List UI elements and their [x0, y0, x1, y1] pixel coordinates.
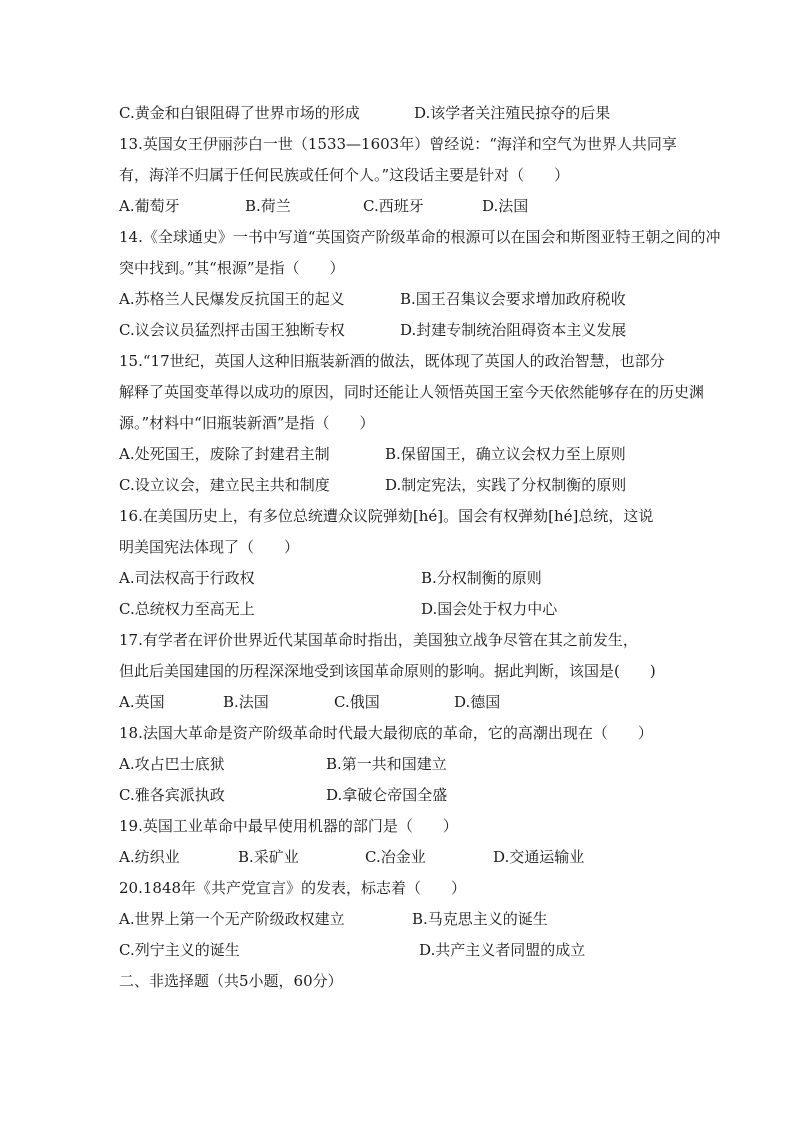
answer-options-line	[119, 564, 679, 595]
answer-option: A.司法权高于行政权	[119, 569, 255, 587]
answer-option: D.封建专制统治阻碍资本主义发展	[400, 321, 627, 339]
answer-option: A.葡萄牙	[119, 197, 180, 215]
question-text-line: 15.“17世纪，英国人这种旧瓶装新酒的做法，既体现了英国人的政治智慧，也部分	[119, 352, 665, 370]
answer-option: C.黄金和白银阻碍了世界市场的形成	[119, 104, 360, 122]
answer-option: C.设立议会，建立民主共和制度	[119, 476, 330, 494]
answer-option: D.德国	[454, 693, 501, 711]
answer-option: C.总统权力至高无上	[119, 600, 255, 618]
question-text-line: 16.在美国历史上，有多位总统遭众议院弹劾[hé]。国会有权弹劾[hé]总统，这说	[119, 507, 654, 525]
answer-options-line	[119, 936, 679, 967]
answer-options-line	[119, 750, 679, 781]
answer-option: B.马克思主义的诞生	[412, 910, 548, 928]
answer-option: B.采矿业	[238, 848, 299, 866]
answer-option: B.法国	[223, 693, 269, 711]
answer-option: D.国会处于权力中心	[421, 600, 558, 618]
answer-option: C.西班牙	[363, 197, 424, 215]
answer-option: D.交通运输业	[493, 848, 585, 866]
question-text-line: 源。”材料中“旧瓶装新酒”是指（ ）	[119, 414, 375, 432]
answer-option: A.纺织业	[119, 848, 180, 866]
answer-option: B.国王召集议会要求增加政府税收	[400, 290, 626, 308]
answer-option: D.共产主义者同盟的成立	[419, 941, 586, 959]
answer-option: D.该学者关注殖民掠夺的后果	[414, 104, 611, 122]
answer-option: A.处死国王，废除了封建君主制	[119, 445, 330, 463]
answer-options-line	[119, 688, 679, 719]
question-text-line: 有，海洋不归属于任何民族或任何个人。”这段话主要是针对（ ）	[119, 166, 570, 184]
answer-options-line	[119, 99, 679, 130]
answer-option: A.世界上第一个无产阶级政权建立	[119, 910, 345, 928]
answer-options-line	[119, 781, 679, 812]
question-text-line: 13.英国女王伊丽莎白一世（1533—1603年）曾经说：“海洋和空气为世界人共同享	[119, 135, 677, 153]
answer-options-line	[119, 595, 679, 626]
answer-option: D.制定宪法，实践了分权制衡的原则	[385, 476, 627, 494]
answer-options-line	[119, 471, 679, 502]
question-text-line: 19.英国工业革命中最早使用机器的部门是（ ）	[119, 817, 458, 835]
question-text-line: 20.1848年《共产党宣言》的发表，标志着（ ）	[119, 879, 467, 897]
answer-option: C.冶金业	[365, 848, 426, 866]
answer-option: C.雅各宾派执政	[119, 786, 225, 804]
question-text-line: 14.《全球通史》一书中写道“英国资产阶级革命的根源可以在国会和斯图亚特王朝之间的冲	[119, 228, 721, 246]
question-text-line: 但此后美国建国的历程深深地受到该国革命原则的影响。据此判断，该国是( )	[119, 662, 656, 680]
answer-option: C.俄国	[334, 693, 380, 711]
question-text-line: 17.有学者在评价世界近代某国革命时指出，美国独立战争尽管在其之前发生，	[119, 631, 638, 649]
answer-option: D.法国	[482, 197, 529, 215]
answer-option: B.保留国王，确立议会权力至上原则	[385, 445, 626, 463]
answer-option: D.拿破仑帝国全盛	[326, 786, 448, 804]
answer-option: C.列宁主义的诞生	[119, 941, 240, 959]
question-text-line: 突中找到。”其“根源”是指（ ）	[119, 259, 345, 277]
question-text-line: 解释了英国变革得以成功的原因，同时还能让人领悟英国王室今天依然能够存在的历史渊	[119, 383, 705, 401]
answer-option: A.英国	[119, 693, 165, 711]
answer-options-line	[119, 285, 679, 316]
answer-options-line	[119, 440, 679, 471]
question-text-line: 二、非选择题（共5小题，60分）	[119, 972, 343, 990]
exam-page	[119, 99, 721, 998]
answer-options-line	[119, 843, 679, 874]
answer-options-line	[119, 192, 679, 223]
answer-options-line	[119, 316, 679, 347]
answer-option: B.第一共和国建立	[326, 755, 447, 773]
answer-option: A.苏格兰人民爆发反抗国王的起义	[119, 290, 345, 308]
answer-option: A.攻占巴士底狱	[119, 755, 225, 773]
answer-option: B.分权制衡的原则	[421, 569, 542, 587]
answer-option: C.议会议员猛烈抨击国王独断专权	[119, 321, 345, 339]
answer-option: B.荷兰	[245, 197, 291, 215]
question-text-line: 18.法国大革命是资产阶级革命时代最大最彻底的革命，它的高潮出现在（ ）	[119, 724, 653, 742]
answer-options-line	[119, 905, 679, 936]
question-text-line: 明美国宪法体现了（ ）	[119, 538, 300, 556]
